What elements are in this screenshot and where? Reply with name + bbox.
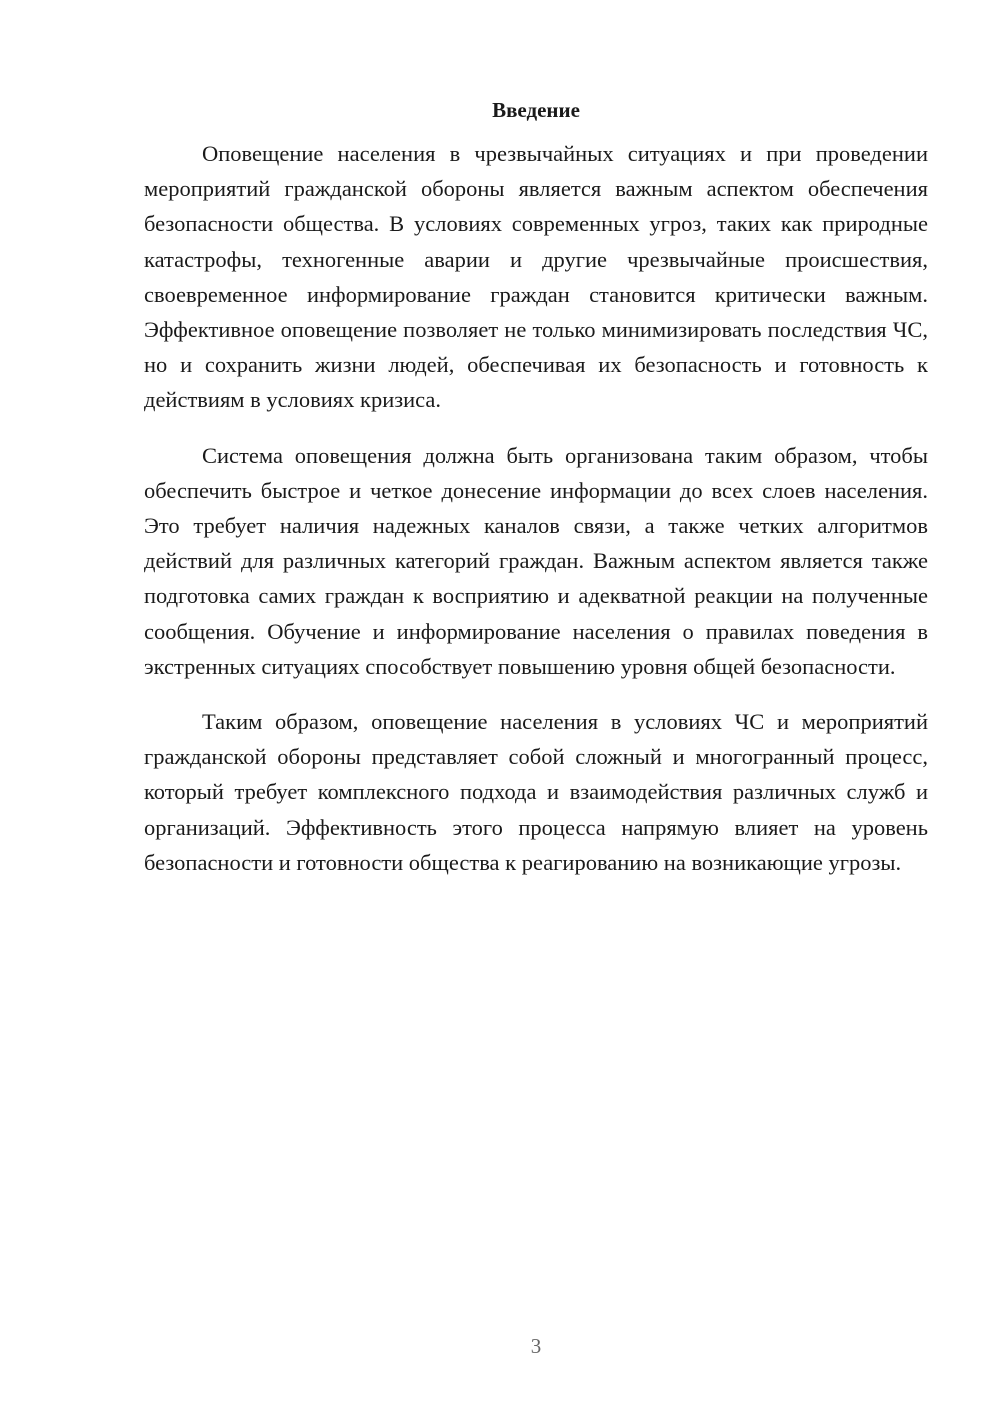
page-content — [144, 92, 928, 900]
section-title: Введение — [492, 98, 580, 122]
paragraph-3: Таким образом, оповещение населения в условиях ЧС и мероприятий гражданской обороны представляет собой сложный и многогранный процесс, который требует комплексного подхода и взаимодействия различных служб и организаций. Эффективность этого процесса напрямую влияет на уровень безопасности и готовности общества к реагированию на возникающие угрозы. — [144, 709, 928, 875]
page-number: 3 — [530, 1334, 542, 1358]
paragraph-2: Система оповещения должна быть организована таким образом, чтобы обеспечить быстрое и четкое донесение информации до всех слоев населения. Это требует наличия надежных каналов связи, а также четких алгоритмов действий для различных категорий граждан. Важным аспектом является также подготовка самих граждан к восприятию и адекватной реакции на полученные сообщения. Обучение и информирование населения о правилах поведения в экстренных ситуациях способствует повышению уровня общей безопасности. — [144, 442, 928, 679]
paragraph-1: Оповещение населения в чрезвычайных ситуациях и при проведении мероприятий гражданской обороны является важным аспектом обеспечения безопасности общества. В условиях современных угроз, таких как природные катастрофы, техногенные аварии и другие чрезвычайные происшествия, своевременное информирование граждан становится критически важным. Эффективное оповещение позволяет не только минимизировать последствия ЧС, но и сохранить жизни людей, обеспечивая их безопасность и готовность к действиям в условиях кризиса. — [144, 141, 928, 413]
